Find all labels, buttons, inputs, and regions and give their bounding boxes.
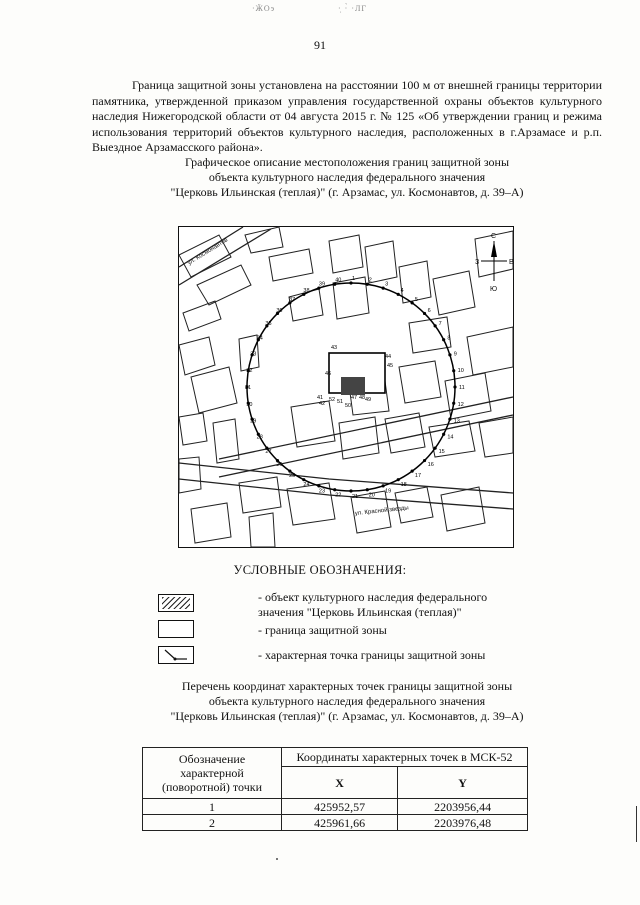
boundary-point-label: 11: [459, 385, 465, 391]
boundary-point: [397, 293, 400, 296]
church-hatched-object: [341, 377, 365, 395]
map-drawing: [179, 227, 513, 547]
boundary-point: [411, 470, 414, 473]
boundary-point: [423, 312, 426, 315]
boundary-point-label: 18: [400, 482, 407, 489]
boundary-point-label: 38: [303, 287, 310, 294]
legend-title: УСЛОВНЫЕ ОБОЗНАЧЕНИЯ:: [233, 563, 407, 577]
legend-text-line: - граница защитной зоны: [258, 623, 387, 637]
object-point-label: 49: [365, 397, 372, 403]
boundary-point: [349, 489, 352, 492]
boundary-point-label: 27: [265, 449, 272, 456]
table-cell-x: 425952,57: [282, 799, 398, 815]
object-point-label: 45: [387, 363, 394, 369]
protective-zone-map: [178, 226, 514, 548]
boundary-point-label: 39: [318, 281, 326, 288]
boundary-point: [453, 385, 456, 388]
table-row: [143, 799, 528, 815]
boundary-point: [382, 484, 385, 487]
boundary-point-label: 9: [453, 351, 457, 358]
boundary-point-label: 14: [447, 434, 454, 441]
boundary-point-label: 5: [414, 296, 418, 303]
scan-artifact: ·ӜОэ: [252, 4, 276, 13]
boundary-point-label: 37: [289, 296, 296, 303]
boundary-point-label: 19: [385, 488, 392, 495]
boundary-point-label: 31: [245, 385, 252, 391]
legend-text-line: значения "Церковь Ильинская (теплая)": [258, 605, 462, 619]
boundary-point-label: 35: [265, 320, 272, 327]
boundary-point: [366, 488, 369, 491]
boundary-point-label: 4: [400, 287, 404, 294]
boundary-point-icon: [158, 646, 194, 664]
boundary-point-label: 34: [256, 335, 263, 342]
graphic-caption-line: объекта культурного наследия федерального значения: [208, 170, 486, 184]
boundary-point: [448, 353, 451, 356]
hatched-object-icon: [158, 594, 194, 612]
boundary-point: [411, 301, 414, 304]
object-point-label: 51: [337, 399, 344, 405]
boundary-point: [302, 478, 305, 481]
object-point-label: 50: [345, 403, 352, 409]
object-point-label: 44: [385, 354, 392, 360]
compass-south: Ю: [490, 286, 498, 293]
boundary-point: [452, 402, 455, 405]
graphic-caption-line: "Церковь Ильинская (теплая)" (г. Арзамас, ул. Космонавтов, д. 39–А): [170, 185, 524, 199]
boundary-point-label: 28: [256, 434, 263, 441]
boundary-point-label: 33: [250, 351, 257, 358]
object-point-label: 41: [317, 395, 324, 401]
compass-north: С: [491, 233, 497, 240]
boundary-point-label: 2: [368, 277, 372, 284]
scan-artifact: ·̣ ·̀ ·ЛГ: [338, 4, 368, 13]
boundary-point-label: 8: [447, 335, 451, 342]
boundary-point-label: 30: [246, 402, 253, 409]
coordinates-table: [142, 747, 528, 831]
boundary-point-label: 21: [352, 494, 359, 500]
boundary-point-label: 6: [427, 307, 431, 314]
object-point-label: 46: [325, 371, 332, 377]
legend-item-boundary: [258, 623, 558, 638]
boundary-point-label: 22: [335, 492, 342, 499]
object-point-label: 48: [359, 395, 366, 401]
boundary-point: [452, 369, 455, 372]
table-header-point: Обозначение характерной (поворотной) точки: [143, 748, 282, 799]
table-cell-y: 2203956,44: [398, 799, 528, 815]
table-header-y: Y: [398, 767, 528, 799]
boundary-point: [434, 324, 437, 327]
object-point-label: 47: [351, 395, 358, 401]
scan-speck: [276, 858, 278, 860]
boundary-point-label: 23: [318, 488, 326, 495]
boundary-point: [317, 484, 320, 487]
compass-rose: [475, 233, 514, 293]
boundary-point: [397, 478, 400, 481]
coords-caption-line: Перечень координат характерных точек границы защитной зоны: [181, 679, 513, 693]
graphic-caption-line: Графическое описание местоположения границ защитной зоны: [184, 155, 510, 169]
compass-west: З: [475, 259, 480, 266]
boundary-point-label: 26: [276, 462, 283, 469]
object-point-label: 52: [329, 397, 336, 403]
boundary-point-label: 36: [276, 307, 283, 314]
boundary-point-label: 10: [457, 367, 464, 374]
boundary-point-label: 3: [385, 281, 389, 288]
boundary-point: [448, 418, 451, 421]
boundary-point: [333, 488, 336, 491]
zone-boundary-icon: [158, 620, 194, 638]
intro-paragraph-text: Граница защитной зоны установлена на расстоянии 100 м от внешней границы территории памятника, утвержденной приказом управления государственной охраны объектов культурного наследия Нижегородской области от 04 августа 2015 г. № 125 «Об утверждении границ и режима использования территорий объектов культурного наследия, расположенных в г.Арзамасе и р.п. Выездное Арзамасского района».: [92, 78, 602, 154]
intro-paragraph: [92, 78, 602, 156]
table-cell-point: 2: [143, 815, 282, 831]
boundary-point: [442, 338, 445, 341]
boundary-point-label: 15: [438, 449, 445, 456]
table-cell-point: 1: [143, 799, 282, 815]
coords-caption-line: объекта культурного наследия федерального значения: [208, 694, 486, 708]
table-header-coords: Координаты характерных точек в МСК-52: [282, 748, 528, 767]
table-header-x: X: [282, 767, 398, 799]
boundary-point-label: 29: [250, 418, 257, 425]
coords-caption-line: "Церковь Ильинская (теплая)" (г. Арзамас, ул. Космонавтов, д. 39–А): [170, 709, 524, 723]
coords-caption: [92, 679, 602, 724]
boundary-point: [434, 447, 437, 450]
legend-item-object: [258, 590, 558, 620]
boundary-point-label: 1: [352, 276, 356, 282]
compass-east: В: [509, 259, 514, 266]
page-number: 91: [314, 38, 326, 52]
boundary-point-label: 25: [289, 473, 296, 480]
street-label: ул. Космонавтов: [186, 237, 230, 267]
boundary-point-label: 13: [453, 418, 460, 425]
boundary-point-label: 17: [414, 473, 422, 480]
boundary-point-label: 32: [246, 367, 253, 374]
street-label: ул. Красной звезды: [354, 505, 409, 517]
boundary-point-label: 16: [427, 462, 434, 469]
margin-pen-mark: [636, 806, 638, 842]
boundary-point: [442, 433, 445, 436]
boundary-point-label: 24: [303, 482, 310, 489]
table-cell-x: 425961,66: [282, 815, 398, 831]
table-row: [143, 815, 528, 831]
object-point-label: 43: [331, 345, 338, 351]
legend-text-line: - объект культурного наследия федерального: [258, 590, 488, 604]
boundary-point-label: 20: [368, 492, 375, 499]
boundary-point-label: 12: [457, 402, 464, 409]
graphic-caption: [92, 155, 602, 200]
boundary-point: [423, 459, 426, 462]
boundary-point-label: 7: [438, 320, 442, 327]
legend-text-line: - характерная точка границы защитной зоны: [258, 648, 486, 662]
table-cell-y: 2203976,48: [398, 815, 528, 831]
object-point-label: 42: [319, 401, 326, 407]
legend-item-point: [258, 648, 558, 663]
boundary-point-label: 40: [335, 277, 342, 284]
